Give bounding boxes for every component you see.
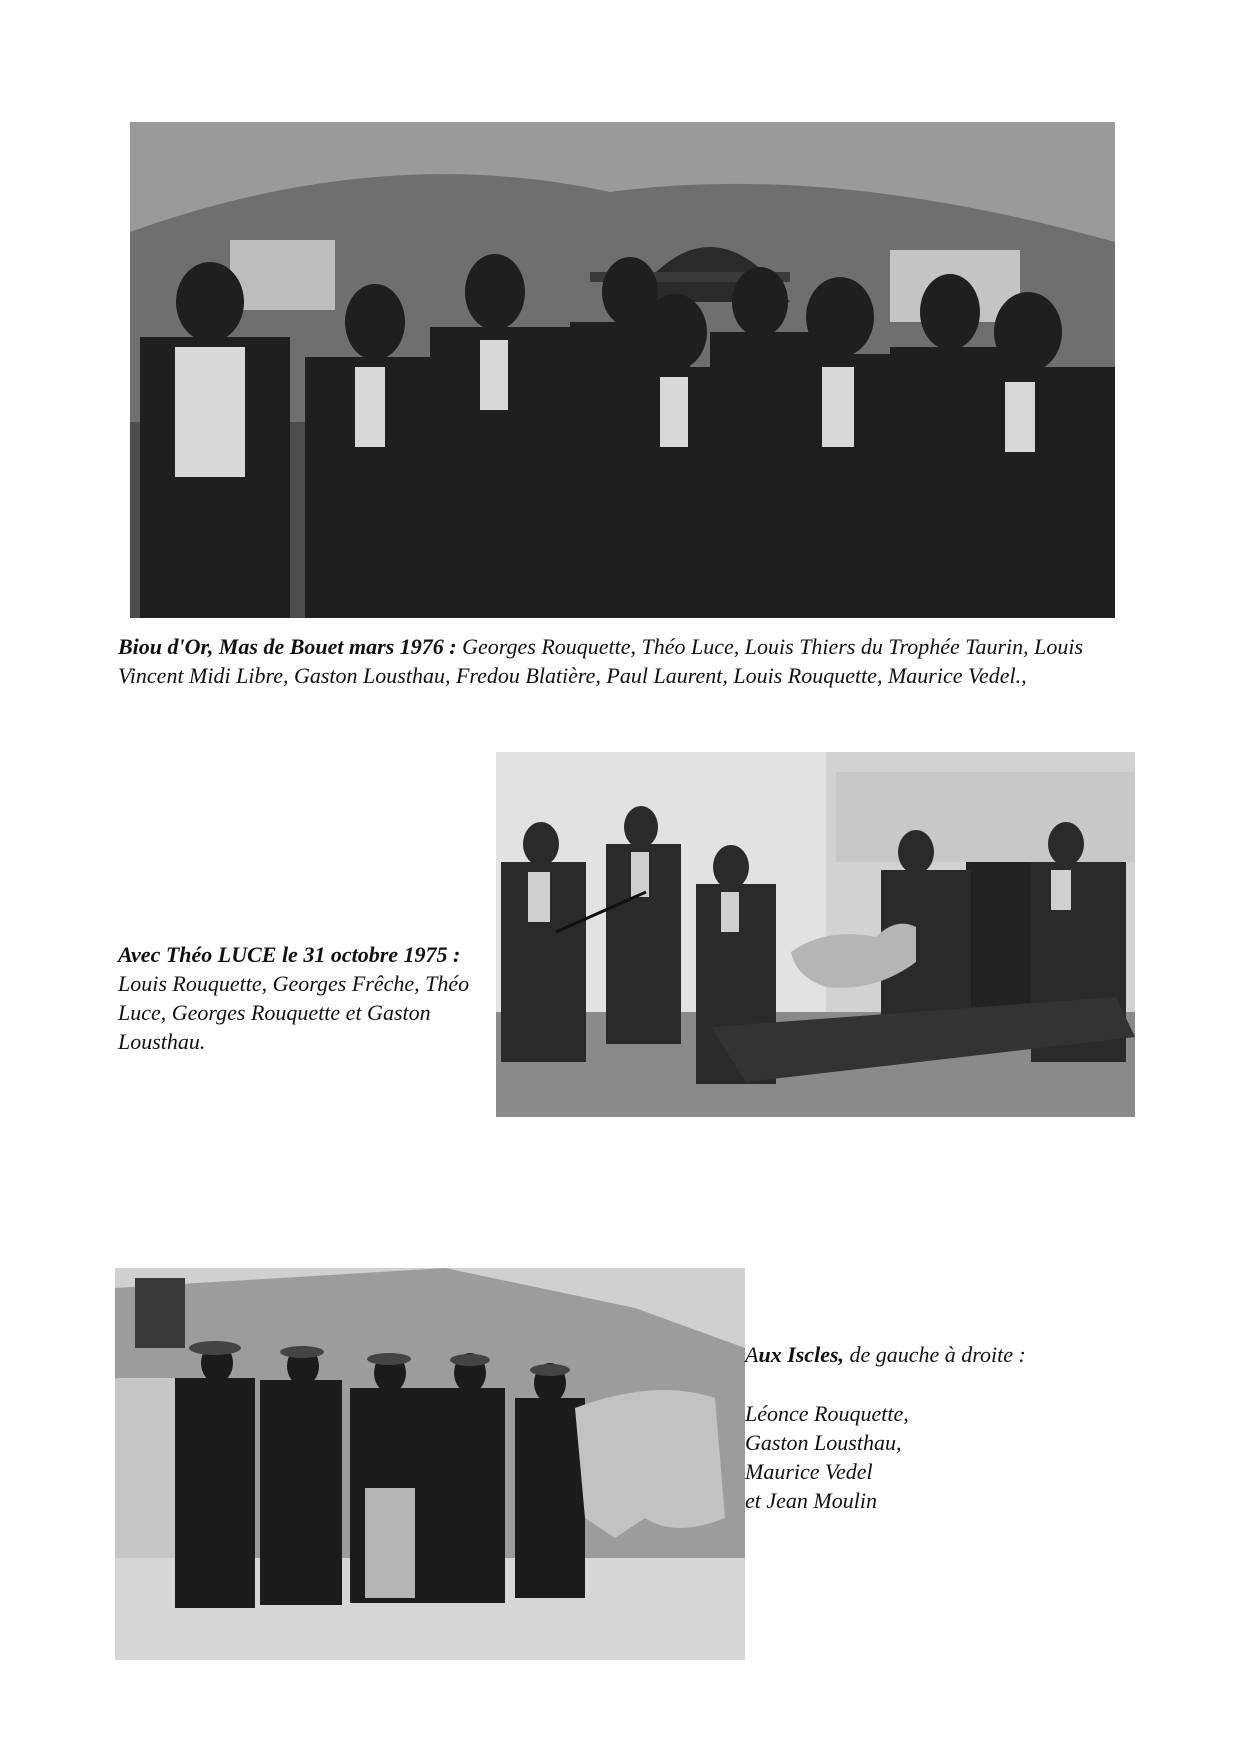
caption-aux-iscles-intro: de gauche à droite : <box>849 1342 1026 1367</box>
caption-theo-luce <box>118 940 473 1056</box>
photo-theo-luce-1975-drawing <box>496 752 1135 1117</box>
caption-biou-dor-title: Biou d'Or, Mas de Bouet mars 1976 : <box>118 634 457 659</box>
photo-theo-luce-1975 <box>496 752 1135 1117</box>
caption-theo-luce-names: Louis Rouquette, Georges Frêche, Théo Luce, Georges Rouquette et Gaston Lousthau. <box>118 971 470 1054</box>
caption-aux-iscles-place: ux Iscles, <box>758 1342 845 1367</box>
caption-aux-iscles-name: Gaston Lousthau, <box>745 1430 902 1455</box>
caption-biou-dor <box>118 632 1148 690</box>
photo-biou-dor-1976 <box>130 122 1115 618</box>
caption-aux-iscles-name: Maurice Vedel <box>745 1459 873 1484</box>
caption-aux-iscles-name: Léonce Rouquette, <box>745 1401 909 1426</box>
caption-aux-iscles-first-letter: A <box>745 1342 759 1367</box>
caption-aux-iscles-name: et Jean Moulin <box>745 1488 877 1513</box>
caption-theo-luce-title: Avec Théo LUCE le 31 octobre 1975 : <box>118 942 461 967</box>
photo-aux-iscles <box>115 1268 745 1660</box>
photo-aux-iscles-drawing <box>115 1268 745 1660</box>
caption-aux-iscles <box>745 1340 1165 1515</box>
photo-biou-dor-1976-drawing <box>130 122 1115 618</box>
caption-biou-dor-names: Georges Rouquette, Théo Luce, Louis Thiers du Trophée Taurin, Louis Vincent Midi Libre, Gaston Lousthau, Fredou Blatière, Paul Laurent, Louis Rouquette, Maurice Vedel., <box>118 634 1084 688</box>
caption-aux-iscles-heading <box>745 1340 1165 1369</box>
